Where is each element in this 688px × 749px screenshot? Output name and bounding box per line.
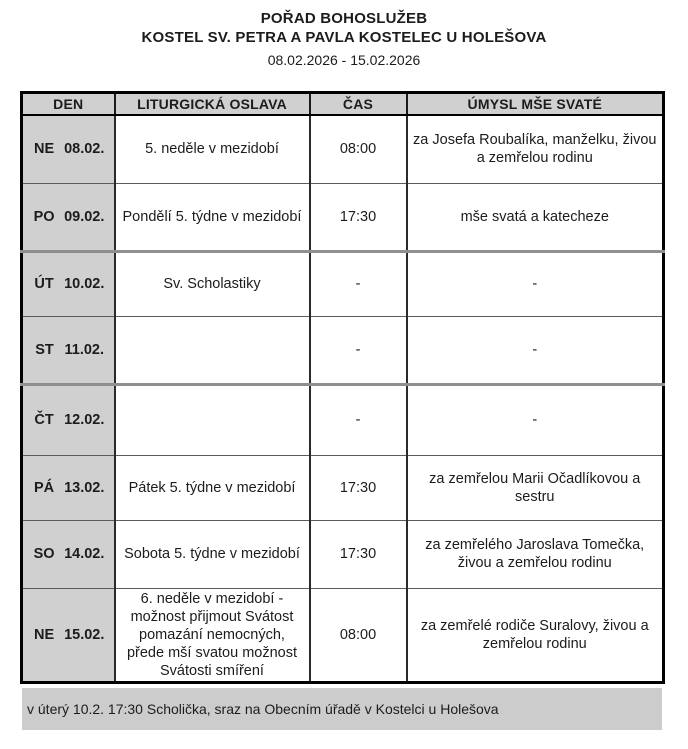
column-header-day: DEN: [22, 93, 115, 116]
time-cell: 17:30: [310, 455, 407, 520]
day-abbr: NE: [34, 141, 55, 158]
date-range: 08.02.2026 - 15.02.2026: [267, 52, 421, 68]
intention-cell: mše svatá a katecheze: [407, 183, 664, 251]
intention-cell: -: [407, 316, 664, 384]
time-cell: 08:00: [310, 115, 407, 183]
table-row: [22, 588, 664, 682]
title-block: [0, 9, 688, 69]
day-abbr: SO: [33, 546, 55, 562]
day-abbr: NE: [34, 626, 55, 643]
table-row: [22, 520, 664, 588]
day-date: 15.02.: [64, 626, 105, 643]
intention-cell: za zemřelou Marii Očadlíkovou a sestru: [407, 455, 664, 520]
day-cell: [22, 115, 115, 183]
time-cell: -: [310, 316, 407, 384]
time-cell: -: [310, 251, 407, 316]
day-date: 11.02.: [64, 341, 104, 358]
celebration-cell: 6. neděle v mezidobí - možnost přijmout Svátost pomazání nemocných, přede mší svatou možnost Svátosti smíření: [115, 588, 310, 682]
day-abbr: ČT: [34, 412, 54, 428]
schedule-table: [20, 91, 665, 684]
day-abbr: ST: [35, 341, 54, 358]
column-header-celebration: LITURGICKÁ OSLAVA: [115, 93, 310, 116]
day-cell: [22, 455, 115, 520]
intention-cell: za Josefa Roubalíka, manželku, živou a zemřelou rodinu: [407, 115, 664, 183]
day-abbr: ÚT: [34, 276, 54, 292]
footer-note-text: v úterý 10.2. 17:30 Scholička, sraz na Obecním úřadě v Kostelci u Holešova: [27, 701, 499, 717]
day-cell: [22, 183, 115, 251]
table-header-row: [22, 93, 664, 116]
day-date: 12.02.: [64, 412, 105, 428]
time-cell: 17:30: [310, 183, 407, 251]
celebration-cell: [115, 316, 310, 384]
day-date: 08.02.: [64, 141, 105, 158]
column-header-intention: ÚMYSL MŠE SVATÉ: [407, 93, 664, 116]
table-row: [22, 384, 664, 455]
day-date: 14.02.: [64, 546, 105, 562]
time-cell: -: [310, 384, 407, 455]
day-date: 13.02.: [64, 479, 105, 496]
intention-cell: za zemřelého Jaroslava Tomečka, živou a zemřelou rodinu: [407, 520, 664, 588]
table-row: [22, 455, 664, 520]
table-row: [22, 316, 664, 384]
day-cell: [22, 520, 115, 588]
day-cell: [22, 251, 115, 316]
celebration-cell: 5. neděle v mezidobí: [115, 115, 310, 183]
day-abbr: PO: [33, 208, 55, 225]
column-header-time: ČAS: [310, 93, 407, 116]
celebration-cell: Sobota 5. týdne v mezidobí: [115, 520, 310, 588]
intention-cell: -: [407, 384, 664, 455]
celebration-cell: Pátek 5. týdne v mezidobí: [115, 455, 310, 520]
celebration-cell: [115, 384, 310, 455]
table-row: [22, 183, 664, 251]
church-name: KOSTEL SV. PETRA A PAVLA KOSTELEC U HOLEŠOVA: [141, 29, 547, 46]
celebration-cell: Pondělí 5. týdne v mezidobí: [115, 183, 310, 251]
day-date: 10.02.: [64, 276, 105, 292]
day-abbr: PÁ: [34, 479, 55, 496]
time-cell: 08:00: [310, 588, 407, 682]
intention-cell: -: [407, 251, 664, 316]
day-cell: [22, 384, 115, 455]
page-title: POŘAD BOHOSLUŽEB: [260, 10, 428, 27]
time-cell: 17:30: [310, 520, 407, 588]
table-row: [22, 115, 664, 183]
footer-note-bar: [22, 688, 662, 730]
day-date: 09.02.: [64, 208, 105, 225]
intention-cell: za zemřelé rodiče Suralovy, živou a zemřelou rodinu: [407, 588, 664, 682]
day-cell: [22, 316, 115, 384]
celebration-cell: Sv. Scholastiky: [115, 251, 310, 316]
day-cell: [22, 588, 115, 682]
table-row: [22, 251, 664, 316]
